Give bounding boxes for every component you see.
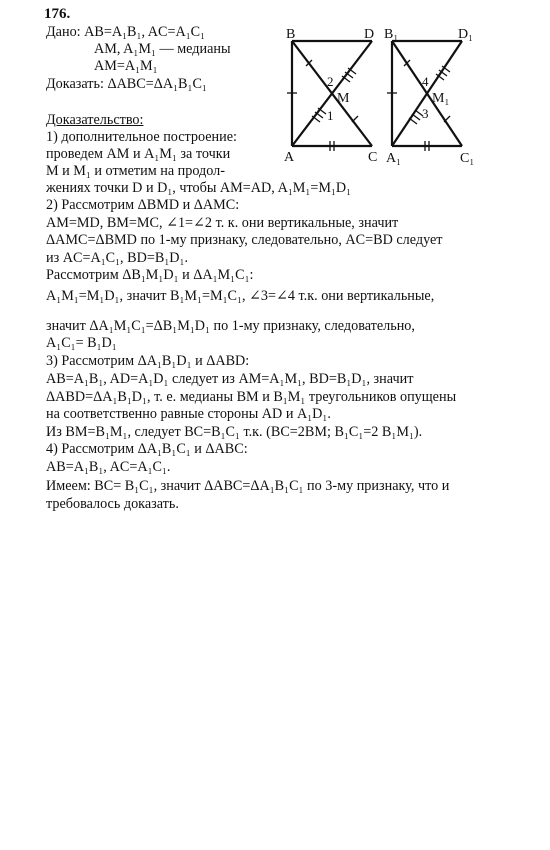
- proof-line-13: 3) Рассмотрим ΔA₁B₁D₁ и ΔABD:: [46, 353, 250, 369]
- label-b: B: [286, 27, 296, 42]
- proof-line-15: ΔABD=ΔA₁B₁D₁, т. е. медианы BM и B₁M₁ треугольников опущены: [46, 389, 457, 405]
- proof-line-17: Из BM=B₁M₁, следует BC=B₁C₁ т.к. (BC=2BM; B₁C₁=2 B₁M₁).: [46, 424, 423, 440]
- given-line-3: AM=A₁M₁: [94, 58, 158, 74]
- proof-line-16: на соответственно равные стороны AD и A₁D₁.: [46, 406, 331, 422]
- problem-number: 176.: [44, 6, 71, 22]
- proof-line-5: 2) Рассмотрим ΔBMD и ΔAMC:: [46, 197, 240, 213]
- proof-line-6: AM=MD, BM=MC, ∠1=∠2 т. к. они вертикальные, значит: [46, 215, 399, 231]
- label-c1: C₁: [460, 151, 475, 166]
- proof-line-19: AB=A₁B₁, AC=A₁C₁.: [46, 459, 171, 475]
- given-line-1: Дано: AB=A₁B₁, AC=A₁C₁: [46, 24, 206, 40]
- angle-1: 1: [327, 108, 334, 123]
- proof-line-9: Рассмотрим ΔB₁M₁D₁ и ΔA₁M₁C₁:: [46, 267, 254, 283]
- angle-4: 4: [422, 74, 429, 89]
- proof-line-2: проведем AM и A₁M₁ за точки: [46, 146, 231, 162]
- proof-line-12: A₁C₁= B₁D₁: [46, 335, 117, 351]
- label-a1: A₁: [386, 151, 401, 166]
- proof-line-21: требовалось доказать.: [46, 496, 179, 512]
- label-a: A: [284, 150, 295, 165]
- proof-heading: Доказательство:: [46, 112, 144, 128]
- label-b1: B₁: [384, 27, 399, 42]
- geometry-figure: [276, 26, 496, 176]
- proof-line-8: из AC=A₁C₁, BD=B₁D₁.: [46, 250, 189, 266]
- label-c: C: [368, 150, 378, 165]
- proof-line-18: 4) Рассмотрим ΔA₁B₁C₁ и ΔABC:: [46, 441, 248, 457]
- label-d: D: [364, 27, 375, 42]
- angle-2: 2: [327, 74, 334, 89]
- proof-line-14: AB=A₁B₁, AD=A₁D₁ следует из AM=A₁M₁, BD=B₁D₁, значит: [46, 371, 414, 387]
- label-m: M: [337, 91, 350, 106]
- proof-line-3: M и M₁ и отметим на продол-: [46, 163, 225, 179]
- prove-line: Доказать: ΔABC=ΔA₁B₁C₁: [46, 76, 207, 92]
- proof-line-11: значит ΔA₁M₁C₁=ΔB₁M₁D₁ по 1-му признаку, следовательно,: [46, 318, 415, 334]
- proof-line-20: Имеем: BC= B₁C₁, значит ΔABC=ΔA₁B₁C₁ по 3-му признаку, что и: [46, 478, 450, 494]
- proof-line-10: A₁M₁=M₁D₁, значит B₁M₁=M₁C₁, ∠3=∠4 т.к. они вертикальные,: [46, 288, 435, 304]
- label-m1: M₁: [432, 91, 450, 106]
- angle-3: 3: [422, 106, 429, 121]
- proof-line-7: ΔAMC=ΔBMD по 1-му признаку, следовательно, AC=BD следует: [46, 232, 443, 248]
- given-line-2: AM, A₁M₁ — медианы: [94, 41, 231, 57]
- proof-line-1: 1) дополнительное построение:: [46, 129, 237, 145]
- proof-line-4: жениях точки D и D₁, чтобы AM=AD, A₁M₁=M₁D₁: [46, 180, 352, 196]
- label-d1: D₁: [458, 27, 473, 42]
